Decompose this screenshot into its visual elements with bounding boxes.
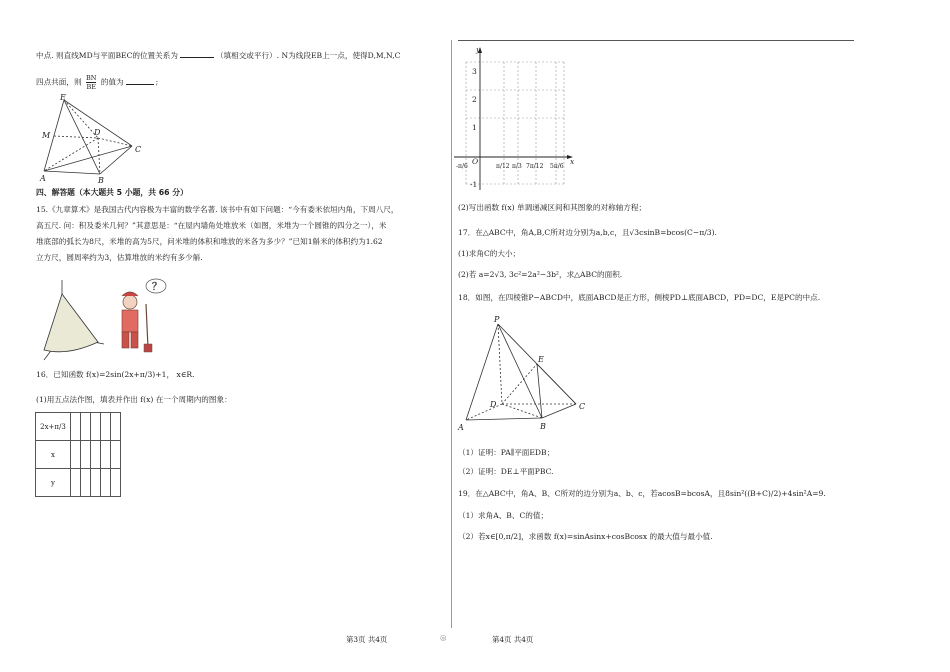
table-cell: y [36, 469, 71, 497]
label-D2: D [490, 400, 497, 409]
q15-line-2: 高五尺. 问：积及委米几何？”其意思是：“在屋内墙角处堆放米（如图，米堆为一个圆锥的四分之一），米 [36, 221, 387, 230]
table-cell[interactable] [91, 413, 101, 441]
origin-label: O [472, 157, 479, 166]
table-cell[interactable] [91, 469, 101, 497]
farmer-figure [108, 274, 168, 356]
q14-line-1: 中点. 则直线MD与平面BEC的位置关系为 （填相交或平行）. N为线段EB上一点，使得D,M,N,C [36, 51, 401, 60]
y-tick-2: 2 [472, 95, 477, 104]
table-cell[interactable] [111, 469, 121, 497]
table-cell[interactable] [71, 413, 81, 441]
label-A2: A [458, 423, 464, 432]
pyramid-pabcd-figure [456, 312, 596, 436]
table-row [36, 469, 121, 497]
pyramid-figure [36, 94, 156, 184]
table-cell[interactable] [91, 441, 101, 469]
table-cell[interactable] [81, 441, 91, 469]
x-tick-4: 7π/12 [526, 163, 544, 170]
q14-line-2: 四点共面，则 $\frac{BN}{BE}$ 的值为 ; [36, 74, 159, 91]
label-D: D [94, 128, 101, 137]
five-point-table [35, 412, 121, 497]
table-cell[interactable] [81, 469, 91, 497]
q15-line-4: 立方尺，圆周率约为3，估算堆放的米约有多少斛. [36, 253, 203, 262]
x-tick-3: π/3 [512, 163, 522, 170]
y-axis-label: y [476, 45, 481, 54]
footer-left-page: 第3页 共4页 [346, 635, 388, 644]
graph-grid [452, 44, 582, 196]
label-A: A [40, 174, 46, 183]
y-tick-neg1: -1 [470, 180, 478, 189]
q17-part2: (2)若 a=2√3, 3c²=2a²−3b²，求△ABC的面积. [458, 270, 623, 279]
section-title: 四、解答题（本大题共 5 小题，共 66 分） [36, 188, 188, 197]
footer-center-icon: ◎ [440, 633, 447, 642]
x-tick-2: π/12 [496, 163, 510, 170]
footer-right-page: 第4页 共4页 [492, 635, 534, 644]
y-tick-1: 1 [472, 123, 477, 132]
table-cell[interactable] [81, 413, 91, 441]
x-tick-1: -π/6 [456, 163, 468, 170]
q16-part2: (2)写出函数 f(x) 单调递减区间和其图象的对称轴方程； [458, 203, 647, 212]
table-cell: x [36, 441, 71, 469]
table-cell[interactable] [71, 441, 81, 469]
q16-text: 16．已知函数 f(x)=2sin(2x+π/3)+1， x∈R. [36, 370, 195, 379]
y-tick-3: 3 [472, 67, 477, 76]
label-M: M [42, 131, 51, 140]
q16-part1: (1)用五点法作图，填表并作出 f(x) 在一个周期内的图象： [36, 395, 232, 404]
table-row [36, 441, 121, 469]
x-axis-label: x [570, 157, 575, 166]
q19-part1: （1）求角A、B、C的值； [458, 511, 549, 520]
header-rule [458, 40, 854, 41]
question-mark-icon: ？ [152, 282, 162, 293]
label-C2: C [579, 402, 586, 411]
x-tick-5: 5π/6 [550, 163, 564, 170]
q18-text: 18．如图，在四棱锥P−ABCD中，底面ABCD是正方形，侧棱PD⊥底面ABCD，PD=DC，E是PC的中点. [458, 293, 821, 302]
label-B: B [98, 176, 104, 184]
table-cell[interactable] [111, 413, 121, 441]
label-C: C [135, 145, 142, 154]
label-P: P [494, 315, 500, 324]
table-cell[interactable] [71, 469, 81, 497]
label-E2: E [538, 355, 544, 364]
q17-text: 17．在△ABC中，角A,B,C所对边分别为a,b,c，且√3csinB=bcos(C−π/3). [458, 228, 717, 237]
table-row [36, 413, 121, 441]
label-E: E [60, 94, 66, 102]
q14-fraction: $\frac{BN}{BE}$ [85, 74, 97, 91]
q15-line-3: 堆底部的弧长为8尺，米堆的高为5尺，问米堆的体积和堆放的米各为多少？”已知1斛米的体积约为1.62 [36, 237, 383, 246]
q17-part1: (1)求角C的大小； [458, 249, 521, 258]
q15-line-1: 15.《九章算术》是我国古代内容极为丰富的数学名著. 该书中有如下问题：“今有委米依垣内角，下周八尺， [36, 205, 399, 214]
q19-text: 19．在△ABC中，角A、B、C所对的边分别为a、b、c，若acosB=bcosA，且8sin²((B+C)/2)+4sin²A=9. [458, 489, 826, 498]
q18-part2: （2）证明：DE⊥平面PBC. [458, 467, 554, 476]
table-cell: 2x+π/3 [36, 413, 71, 441]
table-cell[interactable] [101, 441, 111, 469]
q19-part2: （2）若x∈[0,π/2]，求函数 f(x)=sinAsinx+cosBcosx 的最大值与最小值. [458, 532, 713, 541]
label-B2: B [540, 422, 546, 431]
table-cell[interactable] [101, 469, 111, 497]
rice-pile-figure [38, 276, 108, 364]
q18-part1: （1）证明：PA∥平面EDB； [458, 448, 555, 457]
table-cell[interactable] [111, 441, 121, 469]
table-cell[interactable] [101, 413, 111, 441]
